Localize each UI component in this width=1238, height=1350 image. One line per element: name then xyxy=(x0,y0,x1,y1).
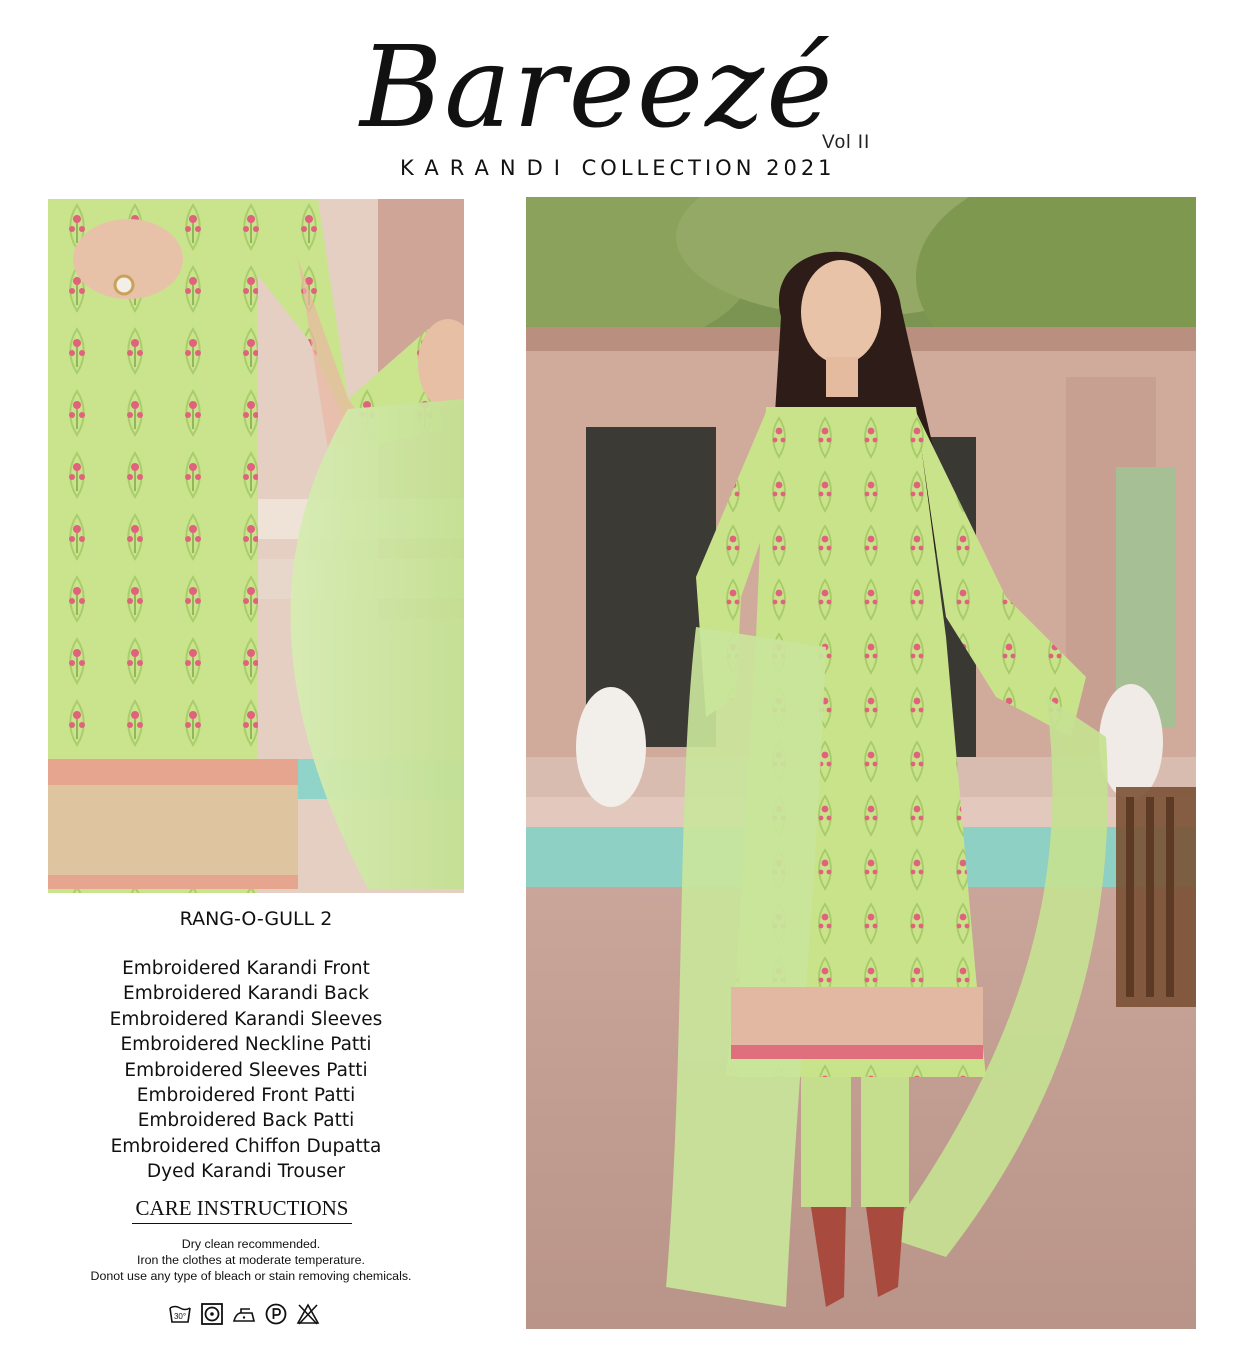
feature-item: Embroidered Neckline Patti xyxy=(120,1034,372,1056)
wash-temp-label: 30° xyxy=(173,1312,187,1321)
feature-item: Embroidered Karandi Sleeves xyxy=(109,1008,383,1030)
collection-title xyxy=(400,156,836,184)
tumble-dry-icon xyxy=(200,1302,224,1326)
collection-prefix: KARANDI xyxy=(400,156,571,180)
wash-30-icon xyxy=(168,1302,192,1326)
care-line: Dry clean recommended. xyxy=(181,1237,321,1251)
feature-item: Embroidered Karandi Front xyxy=(122,958,370,979)
care-line: Iron the clothes at moderate temperature. xyxy=(137,1253,365,1267)
product-name: RANG-O-GULL 2 xyxy=(179,908,333,930)
care-instructions-list xyxy=(48,1236,454,1284)
feature-item: Embroidered Sleeves Patti xyxy=(124,1059,368,1081)
care-line: Donot use any type of bleach or stain removing chemicals. xyxy=(90,1269,412,1283)
feature-item: Dyed Karandi Trouser xyxy=(146,1161,346,1183)
feature-item: Embroidered Chiffon Dupatta xyxy=(110,1135,382,1157)
fabric-closeup-photo xyxy=(48,199,464,893)
collection-suffix: COLLECTION 2021 xyxy=(581,156,836,180)
volume-label: Vol II xyxy=(822,132,871,153)
feature-list xyxy=(48,956,444,1185)
brand-logo: Bareezé xyxy=(360,23,835,153)
iron-icon xyxy=(232,1302,256,1326)
care-symbols xyxy=(168,1302,328,1326)
feature-item: Embroidered Back Patti xyxy=(137,1110,355,1132)
feature-item: Embroidered Front Patti xyxy=(136,1085,356,1107)
care-instructions-title: CARE INSTRUCTIONS xyxy=(132,1196,352,1224)
dry-clean-p-icon xyxy=(264,1302,288,1326)
feature-item: Embroidered Karandi Back xyxy=(123,983,369,1005)
no-bleach-icon xyxy=(296,1302,320,1326)
model-photo xyxy=(526,197,1196,1329)
